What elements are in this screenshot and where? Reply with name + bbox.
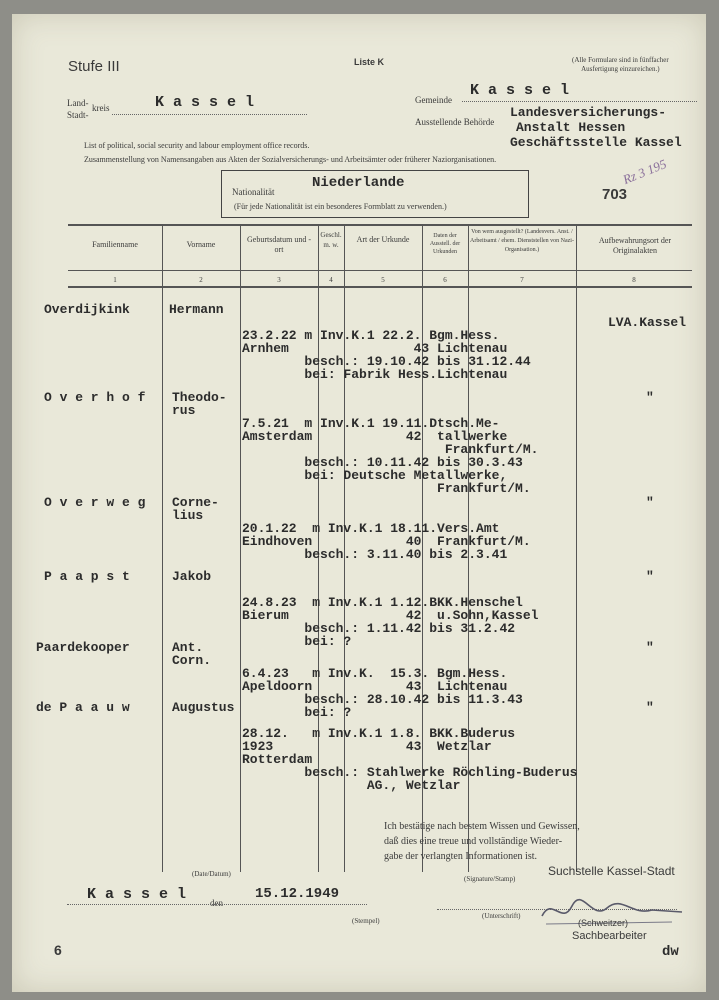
document-sheet: [12, 14, 706, 992]
behoerde-label: Ausstellende Behörde: [415, 117, 495, 127]
landkreis-line: [112, 114, 307, 115]
col-num-5: 5: [381, 276, 385, 284]
col-header-aufbewahrungsort: Aufbewahrungsort der Originalakten: [598, 236, 672, 255]
row-1-details: 23.2.22 m Inv.K.1 22.2. Bgm.Hess. Arnhem 43 Lichtenau besch.: 19.10.42 bis 31.12.44 bei: Fabrik Hess.Lichtenau: [242, 328, 531, 382]
col-num-4: 4: [329, 276, 333, 284]
row-4-archive: ": [646, 569, 654, 584]
landkreis-value: K a s s e l: [155, 94, 255, 111]
handwritten-signature: [532, 886, 692, 936]
confirmation-text: Ich bestätige nach bestem Wissen und Gewissen, daß dies eine treue und vollständige Wieder- gabe der verlangten Informationen ist.: [384, 821, 580, 862]
typist-initials: dw: [662, 944, 679, 960]
row-5-vorname: Ant. Corn.: [172, 640, 212, 668]
row-6-details: 28.12. m Inv.K.1 1.8. BKK.Buderus 1923 43 Wetzlar Rotterdam besch.: Stahlwerke Röchling-Buderus AG., Wetzlar: [242, 726, 578, 793]
row-2-vorname: Theodo- rus: [172, 390, 227, 418]
row-4-vorname: Jakob: [172, 569, 212, 584]
col-header-vorname: Vorname: [186, 240, 216, 249]
gemeinde-line: [462, 101, 697, 102]
row-3-familienname: O v e r w e g: [44, 495, 146, 510]
row-1-familienname: Overdijkink: [44, 302, 130, 317]
liste-label: Liste K: [354, 57, 385, 67]
row-5-details: 6.4.23 m Inv.K. 15.3. Bgm.Hess. Apeldoorn 43 Lichtenau besch.: 28.10.42 bis 11.3.43 bei: ?: [242, 666, 523, 720]
row-6-archive: ": [646, 700, 654, 715]
col-header-art-der-urkunde: Art der Urkunde: [356, 235, 410, 244]
col-num-8: 8: [632, 276, 636, 284]
nationality-note: (Für jede Nationalität ist ein besonderes Formblatt zu verwenden.): [234, 202, 447, 211]
landkreis-label-kreis: kreis: [92, 103, 110, 113]
row-2-archive: ": [646, 390, 654, 405]
date-value: 15.12.1949: [255, 886, 340, 902]
col-num-1: 1: [113, 276, 117, 284]
col-divider-1: [162, 224, 163, 872]
row-6-familienname: de P a a u w: [36, 700, 130, 715]
stufe-label: Stufe III: [68, 58, 120, 75]
handwritten-code: Rz 3 195: [620, 156, 669, 188]
landkreis-label-top: Land-: [67, 98, 89, 108]
row-3-vorname: Corne- lius: [172, 495, 219, 523]
row-6-vorname: Augustus: [172, 700, 235, 715]
row-4-familienname: P a a p s t: [44, 569, 130, 584]
date-label: (Date/Datum): [192, 870, 231, 878]
list-description-en: List of political, social security and labour employment office records.: [84, 141, 310, 150]
row-3-details: 20.1.22 m Inv.K.1 18.11.Vers.Amt Eindhoven 40 Frankfurt/M. besch.: 3.11.40 bis 2.3.41: [242, 521, 531, 562]
row-3-archive: ": [646, 495, 654, 510]
col-num-6: 6: [443, 276, 447, 284]
nationality-box: [221, 170, 529, 218]
place-value: K a s s e l: [87, 886, 187, 903]
col-header-geschlecht: Geschl. m. w.: [320, 231, 342, 249]
unterschrift-label: (Unterschrift): [482, 912, 521, 920]
form-note: (Alle Formulare sind in fünffacher Ausfertigung einzureichen.): [572, 56, 669, 73]
stempel-label: (Stempel): [352, 917, 380, 925]
row-5-familienname: Paardekooper: [36, 640, 130, 655]
row-2-details: 7.5.21 m Inv.K.1 19.11.Dtsch.Me- Amsterdam 42 tallwerke Frankfurt/M. besch.: 10.11.42 bis 30.3.43 bei: Deutsche Metallwerke, Frankfurt/M.: [242, 416, 539, 496]
page-number: 6: [54, 942, 62, 958]
suchstelle-stamp: Suchstelle Kassel-Stadt: [548, 864, 675, 878]
col-divider-2: [240, 224, 241, 872]
row-5-archive: ": [646, 640, 654, 655]
col-num-2: 2: [199, 276, 203, 284]
col-header-von-wem: Von wem ausgestellt? (Landesvers. Anst. / Arbeitsamt / ehem. Dienststellen von Nazi-Organisation.): [470, 229, 574, 253]
sachbearbeiter-label: Sachbearbeiter: [572, 930, 647, 942]
signature-label: (Signature/Stamp): [464, 875, 516, 883]
row-2-familienname: O v e r h o f: [44, 390, 146, 405]
stamp-number: 703: [602, 186, 628, 203]
row-1-archive: LVA.Kassel: [608, 315, 687, 330]
date-line: [67, 904, 367, 905]
den-label: den: [210, 898, 223, 908]
behoerde-value: Landesversicherungs- Anstalt Hessen Geschäftsstelle Kassel: [510, 105, 682, 150]
row-4-details: 24.8.23 m Inv.K.1 1.12.BKK.Henschel Bierum 42 u.Sohn,Kassel besch.: 1.11.42 bis 31.2.42 bei: ?: [242, 595, 539, 649]
list-description-de: Zusammenstellung von Namensangaben aus Akten der Sozialversicherungs- und Arbeitsämter oder früherer Naziorganisationen.: [84, 155, 497, 164]
gemeinde-value: K a s s e l: [470, 82, 570, 99]
col-header-familienname: Familienname: [92, 240, 138, 249]
col-header-geburtsdatum: Geburtsdatum und -ort: [247, 235, 311, 254]
col-num-3: 3: [277, 276, 281, 284]
row-1-vorname: Hermann: [169, 302, 224, 317]
nationality-label: Nationalität: [232, 187, 275, 197]
schweitzer-label: (Schweitzer): [578, 918, 629, 928]
landkreis-label-bottom: Stadt-: [67, 110, 89, 120]
col-header-daten: Daten der Ausstell. der Urkunden: [429, 233, 461, 255]
col-num-7: 7: [520, 276, 524, 284]
nationality-value: Niederlande: [312, 175, 405, 191]
gemeinde-label: Gemeinde: [415, 95, 452, 105]
